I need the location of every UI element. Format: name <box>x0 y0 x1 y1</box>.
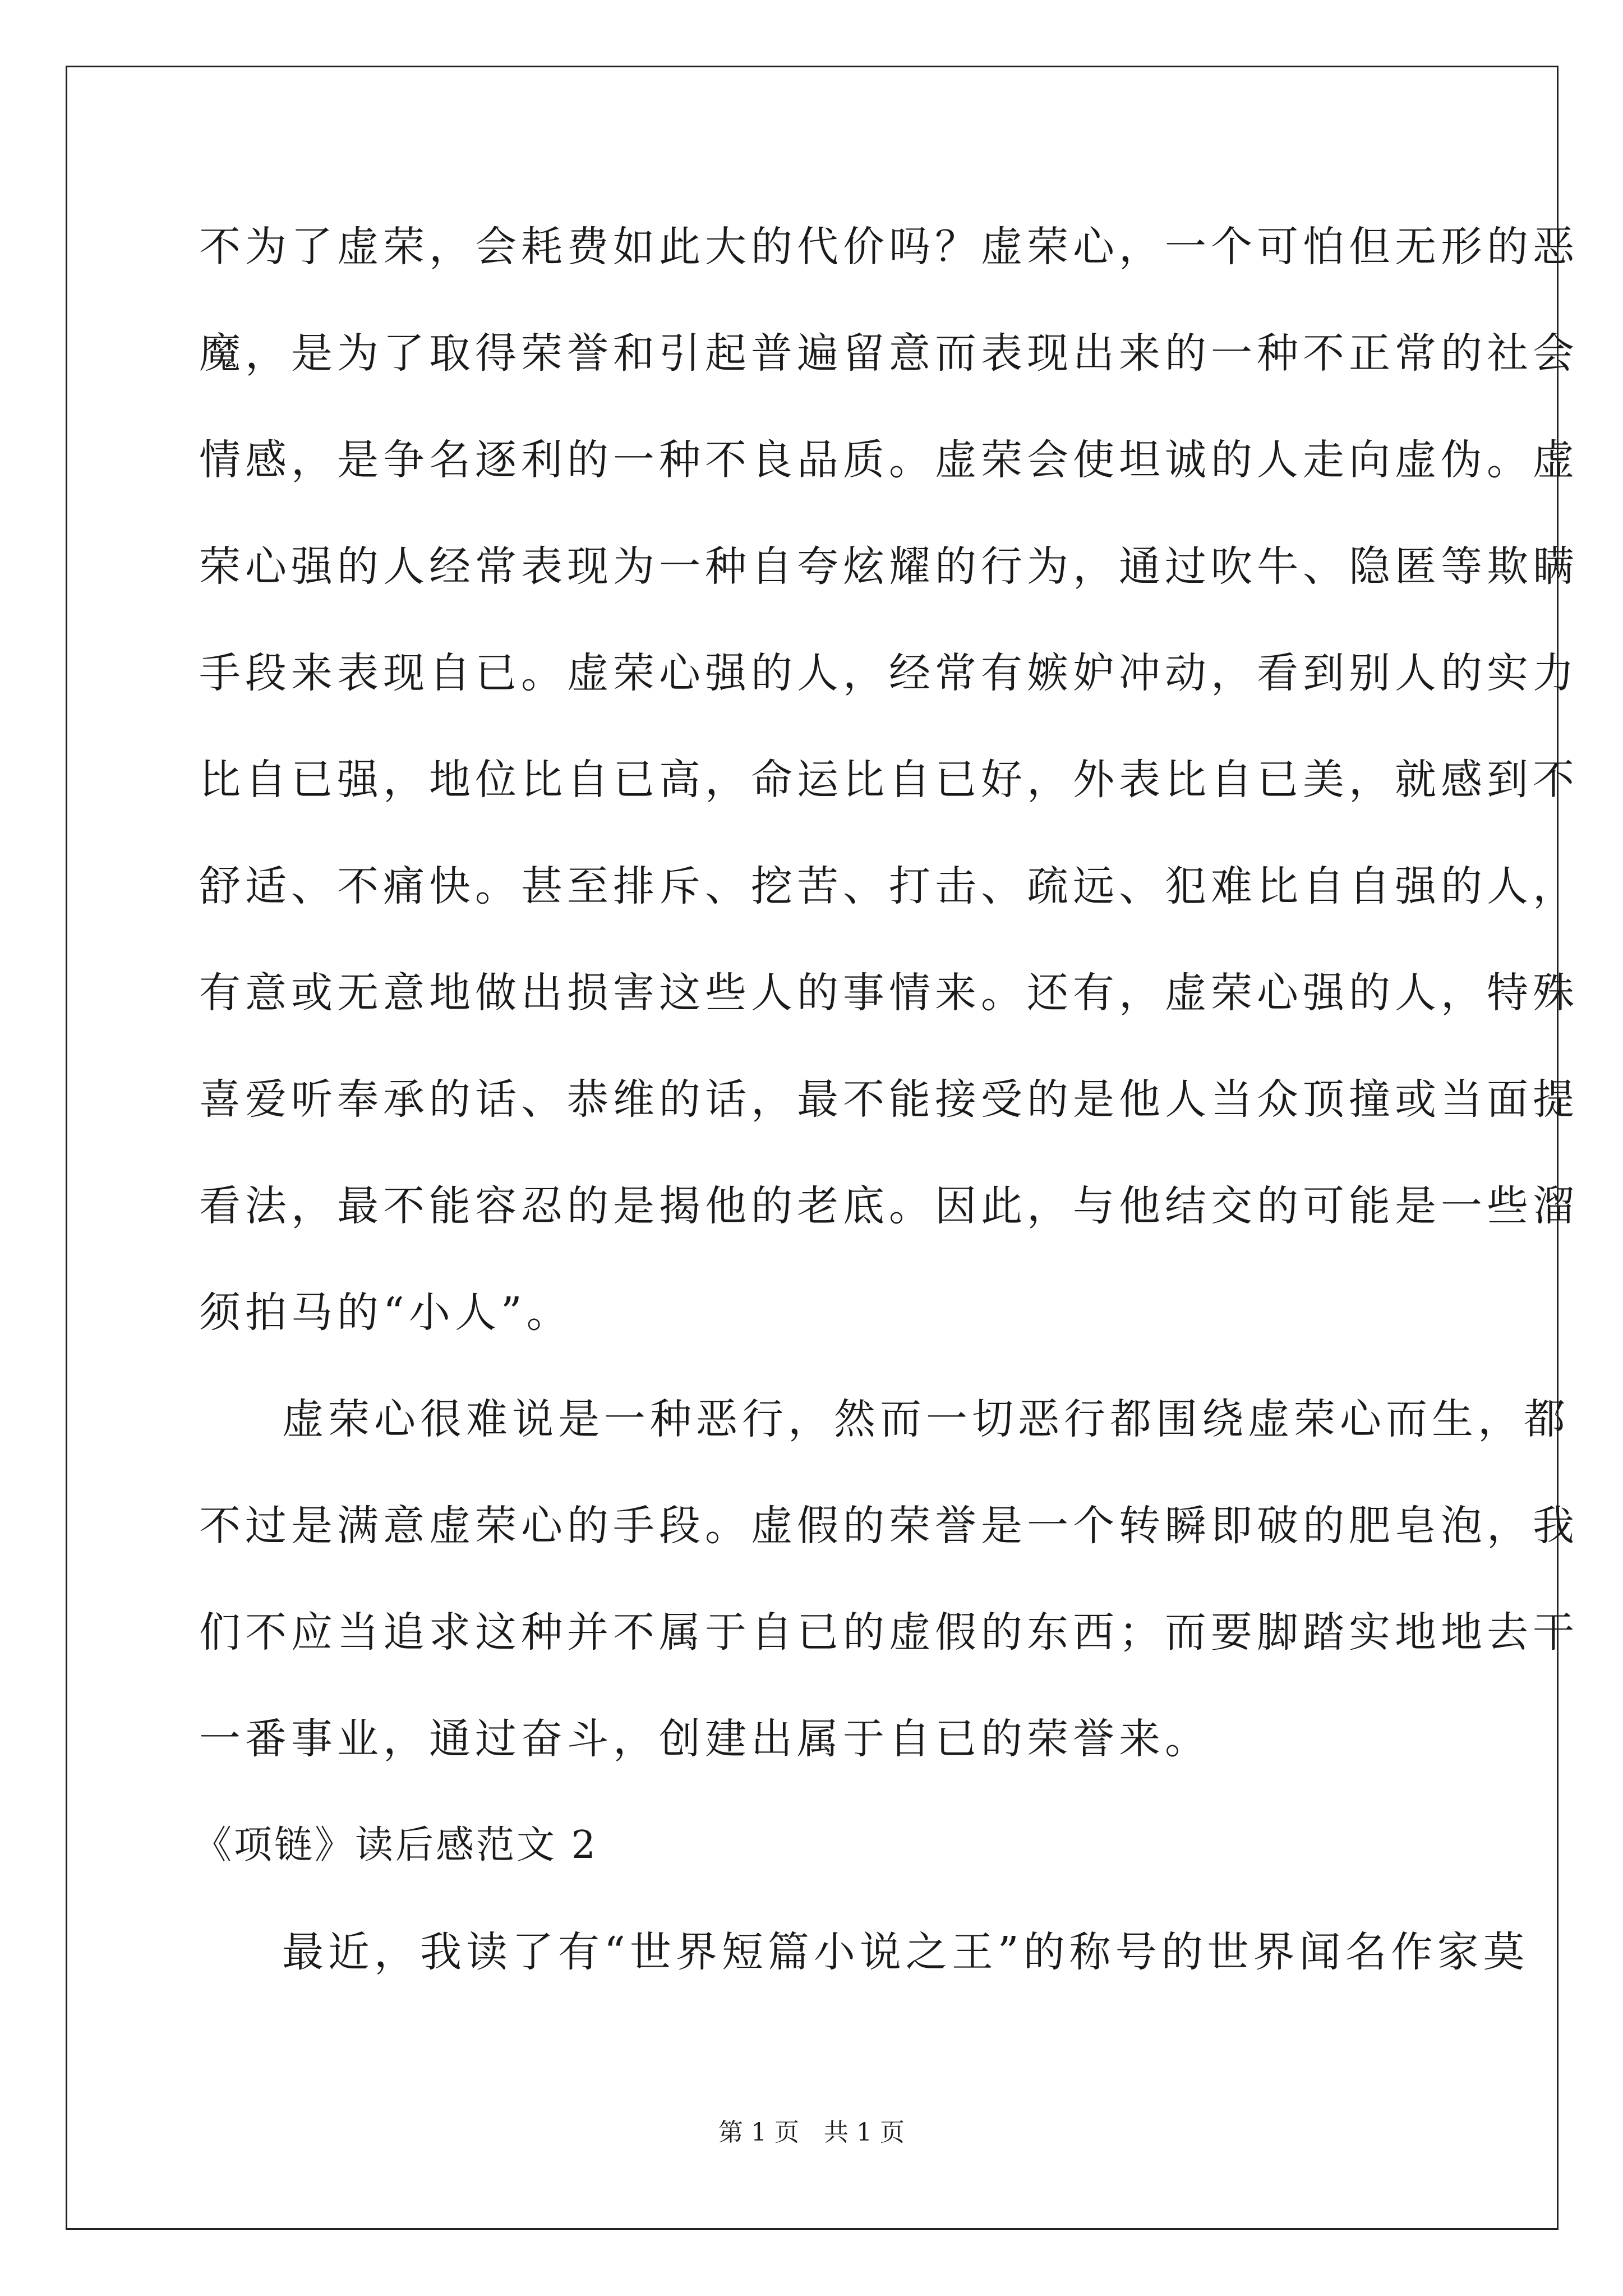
text-line: 虚荣心很难说是一种恶行，然而一切恶行都围绕虚荣心而生，都 <box>282 1395 1570 1443</box>
text-line: 舒适、不痛快。甚至排斥、挖苦、打击、疏远、犯难比自自强的人， <box>199 862 1579 910</box>
text-line: 看法，最不能容忍的是揭他的老底。因此，与他结交的可能是一些溜 <box>199 1182 1579 1230</box>
text-line: 比自已强，地位比自已高，命运比自已好，外表比自已美，就感到不 <box>199 756 1579 804</box>
page-number-footer: 第 1 页 共 1 页 <box>718 2118 905 2147</box>
text-line: 情感，是争名逐利的一种不良品质。虚荣会使坦诚的人走向虚伪。虚 <box>199 436 1579 484</box>
text-line: 须拍马的“小人”。 <box>199 1289 573 1337</box>
text-line: 们不应当追求这种并不属于自已的虚假的东西；而要脚踏实地地去干 <box>199 1608 1579 1657</box>
text-line: 魔，是为了取得荣誉和引起普遍留意而表现出来的一种不正常的社会 <box>199 329 1579 378</box>
text-line: 喜爱听奉承的话、恭维的话，最不能接受的是他人当众顶撞或当面提 <box>199 1075 1579 1124</box>
text-line: 不为了虚荣，会耗费如此大的代价吗？虚荣心，一个可怕但无形的恶 <box>199 223 1579 271</box>
text-line: 荣心强的人经常表现为一种自夸炫耀的行为，通过吹牛、隐匿等欺瞒 <box>199 542 1579 591</box>
section-heading: 《项链》读后感范文 2 <box>193 1823 598 1867</box>
text-line: 有意或无意地做出损害这些人的事情来。还有，虚荣心强的人，特殊 <box>199 969 1579 1017</box>
document-body <box>193 213 1579 2025</box>
text-line: 不过是满意虚荣心的手段。虚假的荣誉是一个转瞬即破的肥皂泡，我 <box>199 1502 1579 1550</box>
text-line: 手段来表现自已。虚荣心强的人，经常有嫉妒冲动，看到别人的实力 <box>199 649 1579 697</box>
text-line: 一番事业，通过奋斗，创建出属于自已的荣誉来。 <box>199 1715 1211 1763</box>
text-line: 最近，我读了有“世界短篇小说之王”的称号的世界闻名作家莫 <box>282 1928 1529 1976</box>
